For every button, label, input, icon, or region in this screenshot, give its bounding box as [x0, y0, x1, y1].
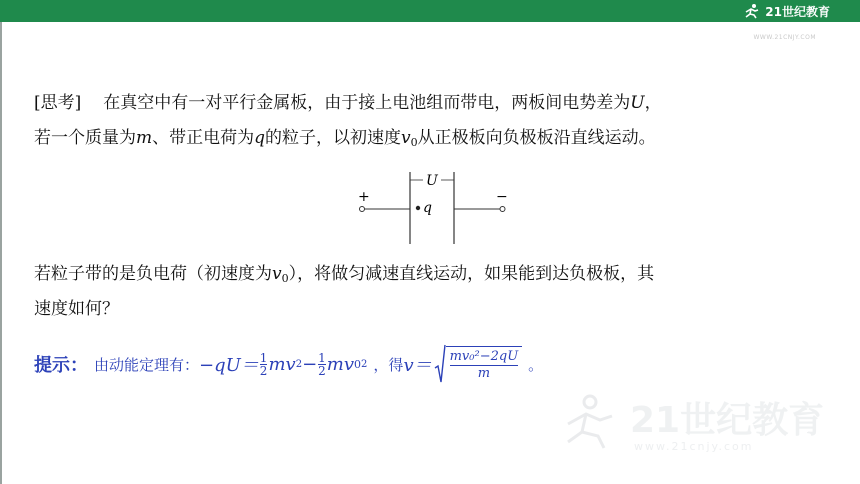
sqrt-numerator: mv₀²−2qU	[449, 349, 519, 364]
header-bar	[0, 0, 860, 22]
brand-name: 21世纪教育	[765, 4, 830, 19]
v-equals: v＝	[403, 355, 432, 376]
brand-logo	[743, 2, 830, 20]
question-label: [思考]	[34, 93, 82, 113]
question-line-2: 若一个质量为m、带正电荷为q的粒子，以初速度$v_0$从正极板向负极板沿直线运动。	[34, 128, 656, 149]
plus-sign: +	[358, 189, 370, 205]
sqrt-denominator: m	[477, 366, 491, 381]
hint-label: 提示：	[34, 355, 88, 376]
charge-label: q	[423, 200, 432, 216]
hint-text: 由动能定理有：	[94, 355, 200, 374]
runner-icon	[743, 3, 761, 19]
fraction-half-2: $\frac{1}{2}$	[318, 350, 326, 378]
sqrt-expression	[434, 344, 523, 384]
capacitor-diagram	[350, 168, 520, 248]
left-border	[0, 22, 2, 484]
sqrt-icon	[434, 344, 446, 384]
hint-block: 提示： 由动能定理有： −qU＝ $\frac{1}{2}$ mv 2 − $\frac{1}{2}$ mv 0 2 ，得 v＝ mv₀²−2qU m 。	[34, 340, 543, 388]
term-1: mv	[268, 353, 296, 375]
followup-line-2: 速度如何？	[34, 299, 119, 319]
hint-comma: ，得	[373, 355, 404, 374]
watermark-logo	[560, 388, 830, 458]
question-line-1: [思考] 在真空中有一对平行金属板，由于接上电池组而带电，两板间电势差为U，	[34, 93, 662, 113]
hint-end: 。	[528, 355, 544, 374]
minus-sign: −	[496, 189, 508, 205]
plus-terminal	[360, 207, 365, 212]
eq-lhs: −qU＝	[199, 355, 259, 376]
particle-dot	[416, 206, 420, 210]
voltage-label: U	[426, 173, 438, 189]
watermark-runner-icon	[584, 396, 596, 408]
followup-line-1: 若粒子带的是负电荷（初速度为$v_0$），将做匀减速直线运动，如果能到达负极板，其	[34, 264, 655, 285]
brand-url: WWW.21CNJY.COM	[753, 34, 816, 41]
fraction-half-1: $\frac{1}{2}$	[259, 350, 268, 378]
watermark-text: 21世纪教育	[630, 400, 825, 441]
watermark-sub: www.21cnjy.com	[634, 440, 754, 453]
term-2: mv	[326, 353, 355, 375]
minus-op: −	[302, 353, 318, 375]
minus-terminal	[500, 207, 505, 212]
